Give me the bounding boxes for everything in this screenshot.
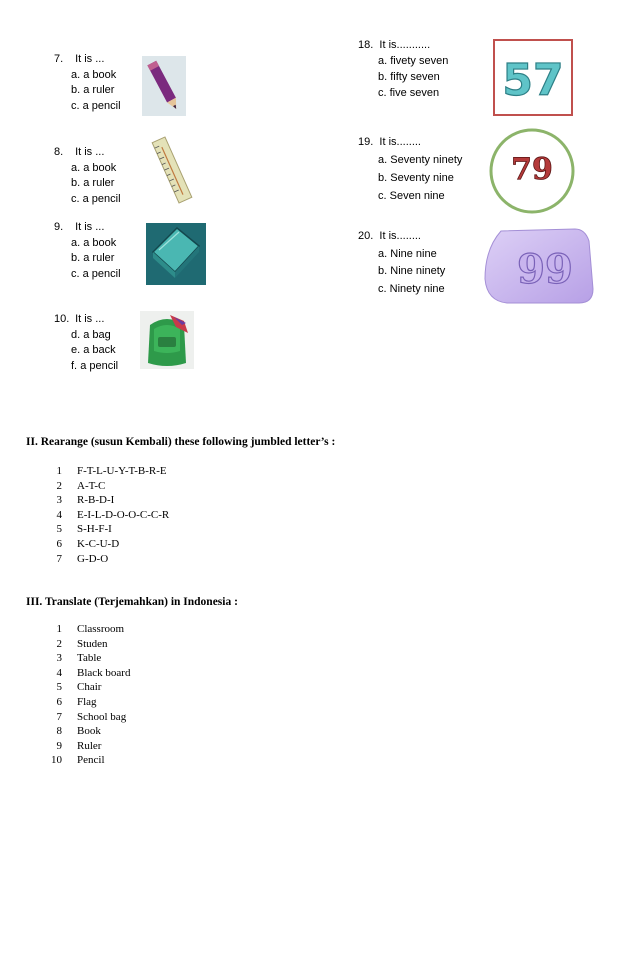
question-number: 7. bbox=[54, 53, 64, 65]
question-20: 20. It is........ a. Nine nine b. Nine ninety c. Ninety nine bbox=[358, 228, 445, 298]
number-57-image bbox=[493, 39, 573, 116]
option: c. a pencil bbox=[71, 192, 121, 205]
question-9 bbox=[54, 220, 121, 282]
list-item: 1 Classroom bbox=[56, 623, 125, 635]
question-stem: It is ... bbox=[75, 53, 105, 65]
list-item: 6 Flag bbox=[56, 695, 97, 708]
option: a. fivety seven bbox=[378, 55, 449, 67]
number-57-text: 57 bbox=[502, 55, 564, 106]
option: b. fifty seven bbox=[378, 71, 440, 83]
option: b. Nine ninety bbox=[378, 265, 446, 277]
bag-image bbox=[140, 311, 194, 369]
number-79-text: 79 bbox=[511, 152, 553, 187]
option: c. Seven nine bbox=[378, 190, 445, 202]
option: a. Nine nine bbox=[378, 247, 437, 260]
list-item: 4 E-I-L-D-O-O-C-C-R bbox=[56, 508, 170, 521]
option: c. a pencil bbox=[71, 99, 121, 112]
number-99-image bbox=[483, 227, 595, 307]
question-8 bbox=[54, 145, 121, 207]
ruler-image bbox=[150, 135, 194, 205]
option: d. a bag bbox=[71, 328, 111, 341]
section-3-title: III. Translate (Terjemahkan) in Indonesia : bbox=[26, 596, 238, 608]
option: b. a ruler bbox=[71, 84, 115, 96]
option: b. a ruler bbox=[71, 252, 115, 264]
number-99-text: 99 bbox=[517, 246, 573, 293]
question-number: 10. bbox=[54, 313, 70, 325]
question-7 bbox=[54, 52, 121, 114]
list-item: 7 School bag bbox=[56, 710, 127, 723]
list-item: 7 G-D-O bbox=[56, 552, 109, 565]
question-number: 8. bbox=[54, 146, 64, 158]
list-item: 5 Chair bbox=[56, 681, 102, 694]
section-2-list bbox=[52, 464, 169, 566]
question-19: 19. It is........ a. Seventy ninety b. Seventy nine c. Seven nine bbox=[358, 133, 462, 205]
option: a. a book bbox=[71, 161, 117, 174]
list-item: 1 F-T-L-U-Y-T-B-R-E bbox=[56, 465, 167, 477]
question-10 bbox=[54, 312, 118, 374]
question-18: 18. It is........... a. fivety seven b. fifty seven c. five seven bbox=[358, 39, 449, 99]
list-item: 9 Ruler bbox=[56, 739, 102, 752]
option: c. Ninety nine bbox=[378, 282, 445, 295]
section-2-title: II. Rearange (susun Kembali) these following jumbled letter’s : bbox=[26, 436, 336, 448]
option: a. a book bbox=[71, 236, 117, 249]
question-number: 9. bbox=[54, 221, 64, 233]
option: e. a back bbox=[71, 344, 116, 356]
option: a. a book bbox=[71, 68, 117, 81]
list-item: 4 Black board bbox=[56, 666, 131, 679]
list-item: 2 A-T-C bbox=[56, 479, 106, 492]
list-item: 2 Studen bbox=[56, 637, 108, 650]
option: c. a pencil bbox=[71, 267, 121, 280]
question-stem: It is ... bbox=[75, 313, 105, 325]
list-item: 3 R-B-D-I bbox=[56, 494, 115, 507]
book-image bbox=[145, 222, 207, 286]
option: b. a ruler bbox=[71, 177, 115, 189]
question-stem: It is ... bbox=[75, 221, 105, 233]
question-stem: It is ... bbox=[75, 146, 105, 158]
list-item: 10 Pencil bbox=[51, 754, 105, 767]
option: b. Seventy nine bbox=[378, 172, 454, 184]
pencil-image bbox=[140, 54, 188, 118]
list-item: 3 Table bbox=[56, 652, 102, 665]
list-item: 8 Book bbox=[56, 725, 101, 738]
option: c. five seven bbox=[378, 87, 440, 99]
list-item: 5 S-H-F-I bbox=[56, 523, 112, 536]
number-79-image bbox=[488, 127, 576, 215]
option: f. a pencil bbox=[71, 359, 119, 372]
option: a. Seventy ninety bbox=[378, 154, 463, 166]
list-item: 6 K-C-U-D bbox=[56, 537, 120, 550]
section-3-list bbox=[46, 622, 130, 768]
